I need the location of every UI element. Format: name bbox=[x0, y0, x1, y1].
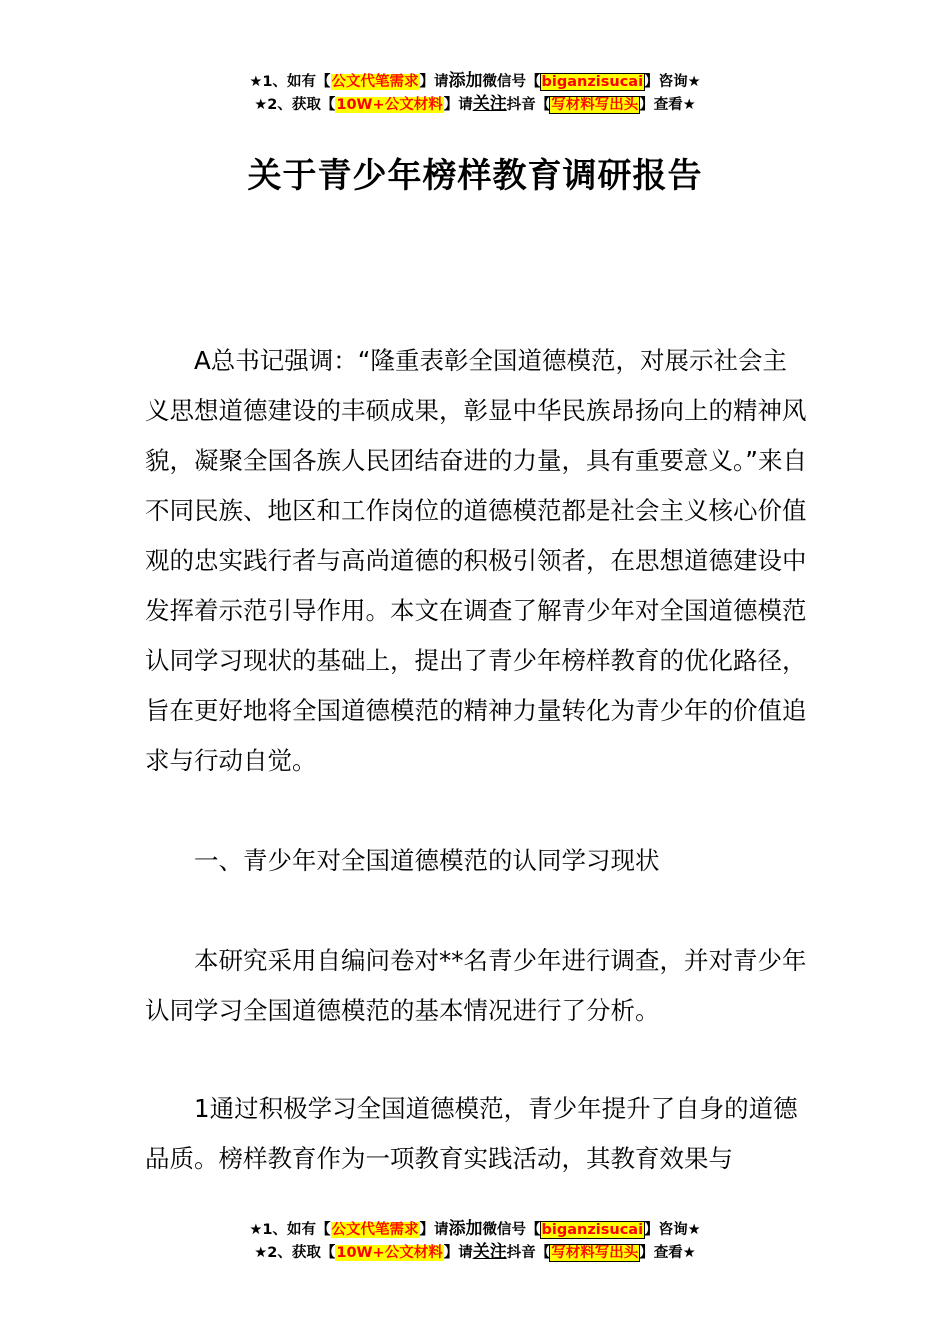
highlight-wechat-id: biganzisucai bbox=[541, 74, 644, 90]
highlight-wechat-id: biganzisucai bbox=[541, 1222, 644, 1238]
highlight-ghostwriting: 公文代笔需求 bbox=[331, 1222, 419, 1238]
highlight-materials: 10W+公文材料 bbox=[336, 97, 443, 113]
paragraph-method: 本研究采用自编问卷对**名青少年进行调查，并对青少年认同学习全国道德模范的基本情况进行了分析。 bbox=[145, 946, 807, 1025]
paragraph-intro: A总书记强调：“隆重表彰全国道德模范，对展示社会主义思想道德建设的丰硕成果，彰显中华民族昂扬向上的精神风貌，凝聚全国各族人民团结奋进的力量，具有重要意义。”来自不同民族、地区和工作岗位的道德模范都是社会主义核心价值观的忠实践行者与高尚道德的积极引领者，在思想道德建设中发挥着示范引导作用。本文在调查了解青少年对全国道德模范认同学习现状的基础上，提出了青少年榜样教育的优化路径，旨在更好地将全国道德模范的精神力量转化为青少年的价值追求与行动自觉。 bbox=[145, 346, 807, 775]
document-title: 关于青少年榜样教育调研报告 bbox=[247, 156, 703, 196]
banner-line-1: ★1、如有【公文代笔需求】请添加微信号【biganzisucai】咨询★ bbox=[249, 71, 701, 91]
section-heading-1: 一、青少年对全国道德模范的认同学习现状 bbox=[194, 846, 660, 875]
highlight-douyin-account: 写材料写出头 bbox=[551, 97, 639, 113]
paragraph-finding-1: 1通过积极学习全国道德模范，青少年提升了自身的道德品质。榜样教育作为一项教育实践活动，其教育效果与 bbox=[145, 1094, 798, 1173]
footer-line-1: ★1、如有【公文代笔需求】请添加微信号【biganzisucai】咨询★ bbox=[249, 1219, 701, 1239]
header-banner bbox=[0, 70, 950, 116]
footer-line-2: ★2、获取【10W+公文材料】请关注抖音【写材料写出头】查看★ bbox=[254, 1242, 696, 1262]
banner-line-2: ★2、获取【10W+公文材料】请关注抖音【写材料写出头】查看★ bbox=[254, 94, 696, 114]
highlight-douyin-account: 写材料写出头 bbox=[551, 1245, 639, 1261]
footer-banner bbox=[0, 1218, 950, 1264]
highlight-materials: 10W+公文材料 bbox=[336, 1245, 443, 1261]
document-body bbox=[145, 336, 810, 1184]
highlight-ghostwriting: 公文代笔需求 bbox=[331, 74, 419, 90]
